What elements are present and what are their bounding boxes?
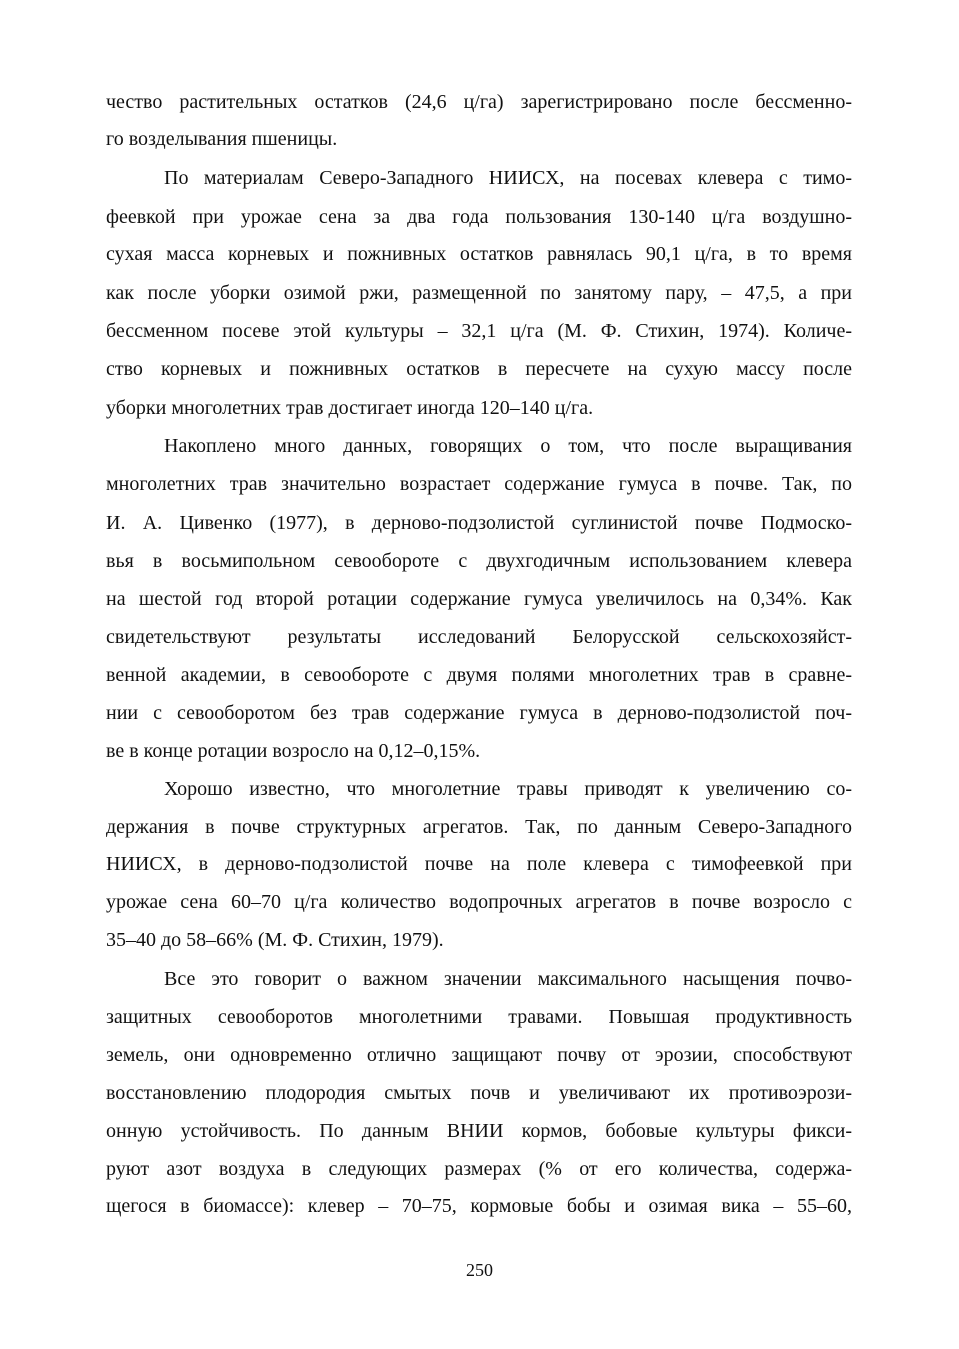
text-line: на шестой год второй ротации содержание гумуса увеличилось на 0,34%. Как: [106, 588, 852, 610]
text-line: как после уборки озимой ржи, размещенной по занятому пару, – 47,5, а при: [106, 282, 852, 304]
text-line: И. А. Цивенко (1977), в дерново-подзолистой суглинистой почве Подмоско-: [106, 512, 852, 534]
text-line: НИИСХ, в дерново-подзолистой почве на поле клевера с тимофеевкой при: [106, 853, 852, 875]
text-line: восстановлению плодородия смытых почв и увеличивают их противоэрози-: [106, 1082, 852, 1104]
text-line: руют азот воздуха в следующих размерах (% от его количества, содержа-: [106, 1158, 852, 1180]
text-line: Накоплено много данных, говорящих о том, что после выращивания: [164, 435, 852, 457]
text-line: уборки многолетних трав достигает иногда 120–140 ц/га.: [106, 397, 594, 419]
text-line: 35–40 до 58–66% (М. Ф. Стихин, 1979).: [106, 929, 444, 951]
text-line: держания в почве структурных агрегатов. Так, по данным Северо-Западного: [106, 816, 852, 838]
text-line: защитных севооборотов многолетними травами. Повышая продуктивность: [106, 1006, 852, 1028]
text-line: феевкой при урожае сена за два года пользования 130-140 ц/га воздушно-: [106, 206, 852, 228]
text-line: Хорошо известно, что многолетние травы приводят к увеличению со-: [164, 778, 852, 800]
text-line: онную устойчивость. По данным ВНИИ кормов, бобовые культуры фикси-: [106, 1120, 852, 1142]
text-line: многолетних трав значительно возрастает содержание гумуса в почве. Так, по: [106, 473, 852, 495]
text-line: чество растительных остатков (24,6 ц/га) зарегистрировано после бессменно-: [106, 91, 852, 113]
page-number: 250: [466, 1260, 493, 1280]
text-line: ство корневых и пожнивных остатков в пересчете на сухую массу после: [106, 358, 852, 380]
text-line: нии с севооборотом без трав содержание гумуса в дерново-подзолистой поч-: [106, 702, 852, 724]
text-line: свидетельствуют результаты исследований Белорусской сельскохозяйст-: [106, 626, 852, 648]
text-line: сухая масса корневых и пожнивных остатков равнялась 90,1 ц/га, в то время: [106, 243, 852, 265]
text-line: Все это говорит о важном значении максимального насыщения почво-: [164, 968, 852, 990]
text-line: вья в восьмипольном севообороте с двухгодичным использованием клевера: [106, 550, 852, 572]
text-line: земель, они одновременно отлично защищают почву от эрозии, способствуют: [106, 1044, 852, 1066]
text-line: бессменном посеве этой культуры – 32,1 ц/га (М. Ф. Стихин, 1974). Количе-: [106, 320, 852, 342]
text-line: щегося в биомассе): клевер – 70–75, кормовые бобы и озимая вика – 55–60,: [106, 1195, 852, 1217]
text-line: По материалам Северо-Западного НИИСХ, на посевах клевера с тимо-: [164, 167, 852, 189]
text-line: венной академии, в севообороте с двумя полями многолетних трав в сравне-: [106, 664, 852, 686]
text-line: ве в конце ротации возросло на 0,12–0,15%.: [106, 740, 481, 762]
text-line: го возделывания пшеницы.: [106, 128, 338, 150]
text-line: урожае сена 60–70 ц/га количество водопрочных агрегатов в почве возросло с: [106, 891, 852, 913]
